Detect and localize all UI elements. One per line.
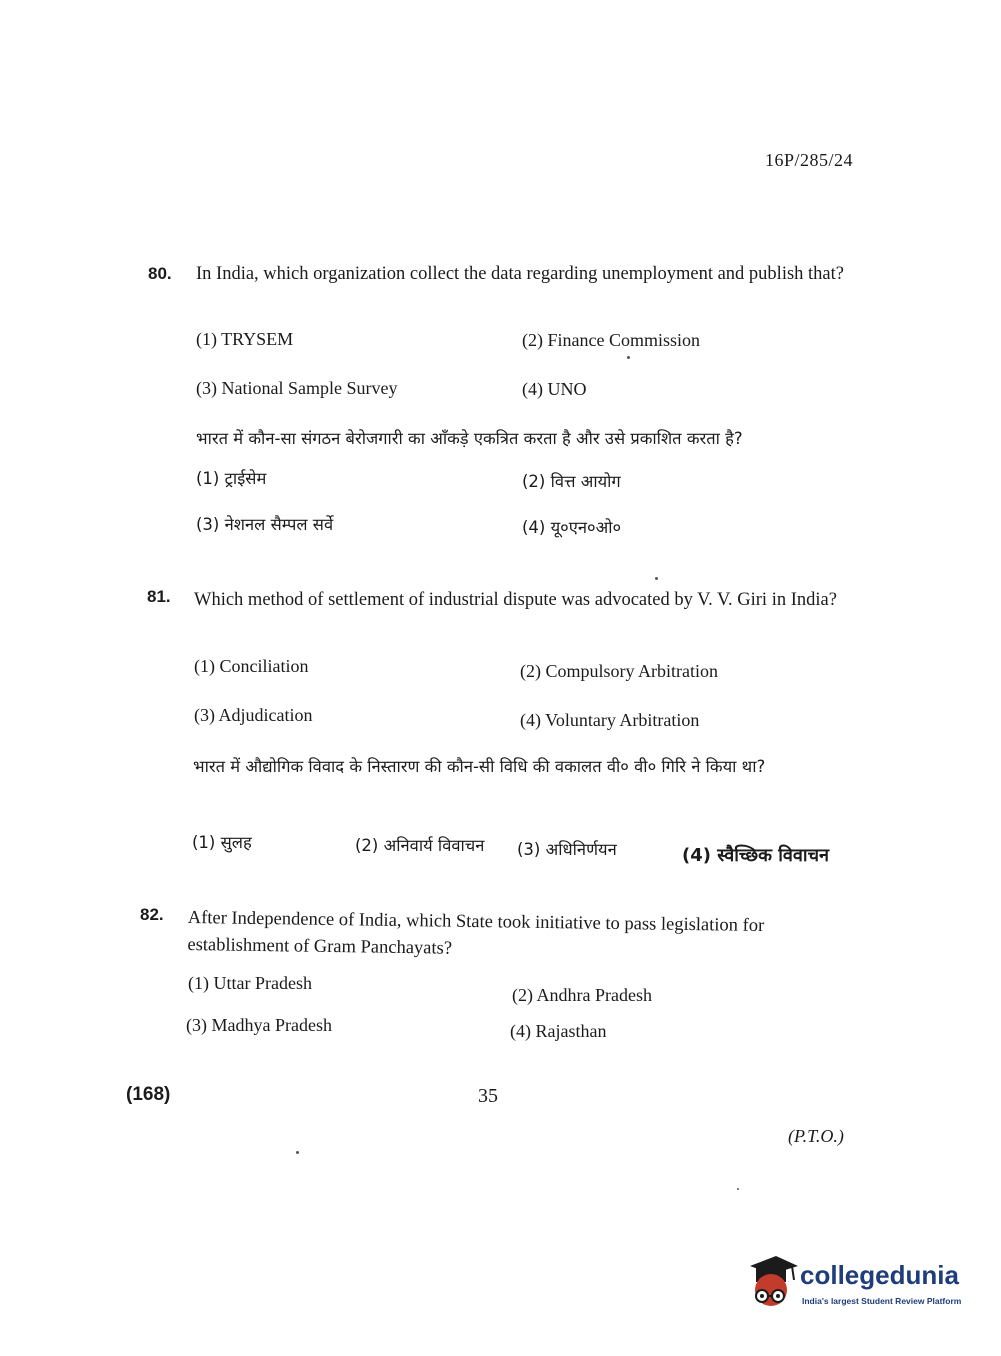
page-number: 35	[478, 1085, 498, 1107]
option-1-en: (1) Conciliation	[194, 656, 309, 676]
option-1-hi: (1) सुलह	[192, 833, 252, 852]
collegedunia-watermark	[742, 1252, 972, 1314]
booklet-code: (168)	[126, 1084, 171, 1105]
option-2-en: (2) Finance Commission	[522, 330, 700, 350]
option-1-en: (1) TRYSEM	[196, 329, 294, 349]
brand-name: collegedunia	[800, 1260, 959, 1290]
scan-speck	[737, 1188, 739, 1190]
option-2-hi: (2) वित्त आयोग	[522, 472, 621, 491]
option-1-hi: (1) ट्राईसेम	[196, 469, 267, 488]
option-3-hi: (3) अधिनिर्णयन	[517, 840, 617, 859]
option-4-en: (4) Rajasthan	[510, 1021, 607, 1041]
question-text-en: After Independence of India, which State took initiative to pass legislation for establishment of Gram Panchayats?	[187, 907, 765, 959]
option-2-hi: (2) अनिवार्य विवाचन	[355, 836, 485, 855]
question-text-en: Which method of settlement of industrial dispute was advocated by V. V. Giri in India?	[194, 590, 837, 610]
question-text-hi: भारत में कौन-सा संगठन बेरोजगारी का आँकड़े एकत्रित करता है और उसे प्रकाशित करता है?	[196, 429, 743, 448]
question-text-hi: भारत में औद्योगिक विवाद के निस्तारण की कौन-सी विधि की वकालत वी० वी० गिरि ने किया था?	[193, 757, 766, 776]
question-number: 80.	[148, 264, 172, 283]
paper-code: 16P/285/24	[765, 150, 854, 170]
question-number: 82.	[140, 905, 164, 924]
option-4-hi: (4) यू०एन०ओ०	[522, 518, 622, 537]
option-3-hi: (3) नेशनल सैम्पल सर्वे	[196, 515, 334, 534]
scan-speck	[655, 577, 658, 580]
option-1-en: (1) Uttar Pradesh	[188, 973, 312, 993]
option-4-en: (4) Voluntary Arbitration	[520, 710, 700, 730]
brand-tagline: India's largest Student Review Platform	[802, 1296, 962, 1306]
question-text-en: In India, which organization collect the data regarding unemployment and publish that?	[196, 264, 844, 284]
scan-speck	[627, 356, 630, 359]
question-number: 81.	[147, 587, 171, 606]
option-3-en: (3) National Sample Survey	[196, 378, 398, 398]
option-4-hi: (4) स्वैच्छिक विवाचन	[682, 845, 830, 866]
option-3-en: (3) Adjudication	[194, 705, 313, 725]
option-2-en: (2) Compulsory Arbitration	[520, 661, 718, 681]
scan-speck	[296, 1151, 299, 1154]
option-3-en: (3) Madhya Pradesh	[186, 1015, 332, 1035]
option-4-en: (4) UNO	[522, 379, 587, 399]
option-2-en: (2) Andhra Pradesh	[512, 985, 652, 1005]
pto-label: (P.T.O.)	[788, 1126, 844, 1146]
mascot-icon	[742, 1252, 798, 1314]
